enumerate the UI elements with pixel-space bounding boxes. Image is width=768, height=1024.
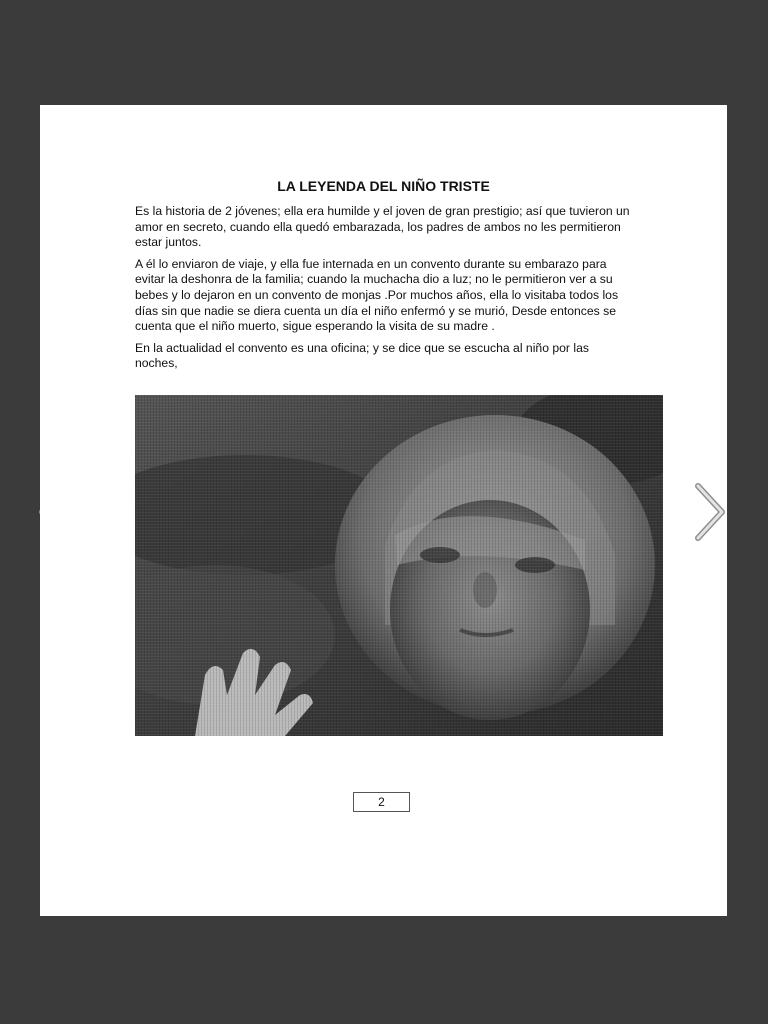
child-photo [135,395,663,736]
chevron-right-icon [694,480,728,544]
paragraph: En la actualidad el convento es una oficina; y se dice que se escucha al niño por las noches, [135,340,589,371]
paragraph: A él lo enviaron de viaje, y ella fue internada en un convento durante su embarazo para evitar la deshonra de la familia; cuando la muchacha dio a luz; no le permitieron ver a su bebes y lo dejaron en un convento de monjas .Por muchos años, ella lo visitaba todos los días sin que nadie se diera cuenta un día el niño enfermó y se murió, Desde entonces se cuenta que el niño muerto, sigue esperando la visita de su madre . [135,256,619,334]
page-number: 2 [353,792,410,812]
document-body [135,204,633,378]
paragraph: Es la historia de 2 jóvenes; ella era humilde y el joven de gran prestigio; así que tuvieron un amor en secreto, cuando ella quedó embarazada, los padres de ambos no les permitieron estar juntos. [135,204,630,250]
document-page [40,105,727,916]
next-page-button[interactable] [694,480,728,544]
document-title: LA LEYENDA DEL NIÑO TRISTE [277,178,490,194]
